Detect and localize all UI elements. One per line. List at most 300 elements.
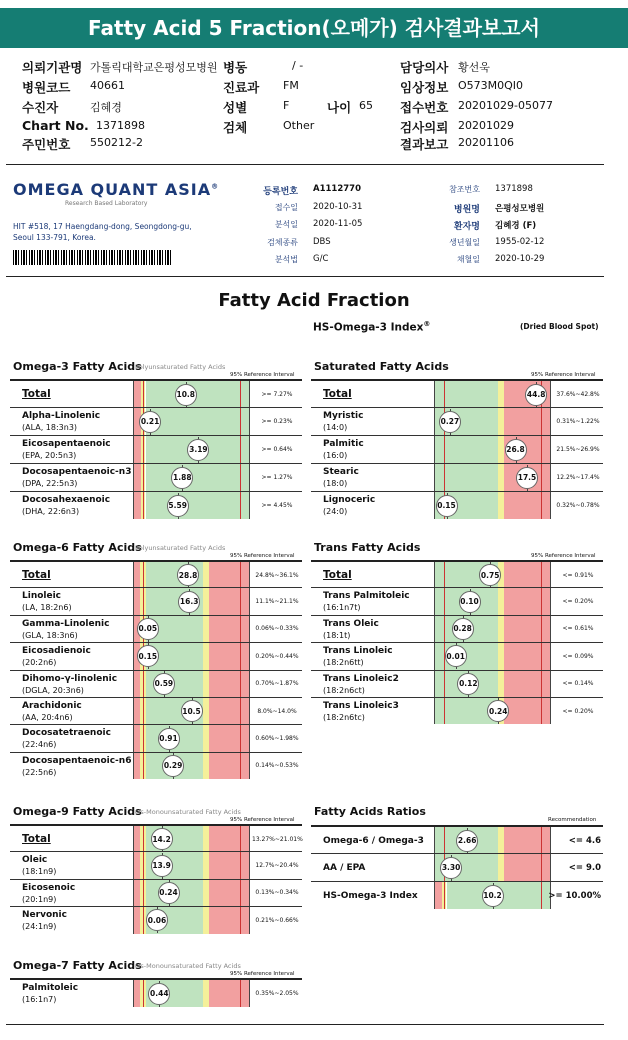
- range-marker: [240, 725, 241, 751]
- registration-label: 검체종류: [267, 237, 298, 247]
- fatty-acid-code: (16:1n7): [22, 995, 57, 1004]
- range-segment: [209, 852, 249, 878]
- fatty-acid-name: [323, 673, 399, 697]
- range-marker: [143, 492, 144, 519]
- patient-info-value: 65: [359, 99, 373, 112]
- fatty-acid-code: (24:1n9): [22, 922, 57, 932]
- specimen-note: (Dried Blood Spot): [520, 322, 599, 331]
- range-bar: [434, 464, 551, 491]
- value-bubble: 28.8: [177, 564, 199, 586]
- patient-info-label: 수진자: [22, 100, 59, 115]
- range-marker: [143, 753, 144, 779]
- report-heading: Fatty Acid Fraction: [218, 290, 410, 311]
- fatty-acid-name: [323, 700, 399, 724]
- range-marker: [240, 880, 241, 906]
- fatty-acid-name: [323, 466, 359, 490]
- fatty-acid-name: [323, 388, 352, 400]
- value-bubble: 13.9: [151, 855, 173, 877]
- fatty-acid-label: Linoleic: [22, 591, 62, 602]
- value-bubble: 0.12: [457, 673, 479, 695]
- value-bubble: 0.01: [445, 645, 467, 667]
- ratios-title: Fatty Acids Ratios: [314, 805, 426, 818]
- range-marker: [143, 562, 144, 588]
- reference-range: <= 0.20%: [562, 707, 594, 715]
- fatty-acid-row: [10, 906, 302, 933]
- lab-subtitle: Research Based Laboratory: [65, 200, 148, 207]
- reference-range: <= 0.20%: [562, 598, 594, 606]
- ratio-row: [311, 825, 603, 853]
- range-bar: [434, 671, 551, 697]
- fatty-acid-label: Total: [323, 388, 352, 400]
- range-marker: [240, 980, 241, 1007]
- lab-address: HIT #518, 17 Haengdang-dong, Seongdong-gu, Seoul 133-791, Korea.: [13, 222, 192, 242]
- value-bubble: 17.5: [516, 467, 538, 489]
- range-bar: [434, 616, 551, 642]
- range-bar: [133, 408, 250, 435]
- fatty-acid-label: Eicosapentaenoic: [22, 439, 111, 449]
- patient-info-value: 가톨릭대학교은평성모병원: [90, 61, 218, 74]
- fatty-acid-code: (AA, 20:4n6): [22, 713, 73, 722]
- fatty-acid-row: [311, 463, 603, 491]
- value-bubble: 0.29: [162, 755, 184, 777]
- range-bar: [133, 643, 250, 669]
- range-marker: [541, 698, 542, 724]
- ratio-name: AA / EPA: [323, 863, 366, 873]
- fatty-acid-code: (18:0): [323, 479, 348, 488]
- range-marker: [541, 492, 542, 519]
- reference-range: 0.20%~0.44%: [255, 652, 299, 660]
- registration-label: 분석일: [274, 220, 298, 229]
- fatty-acid-row: [10, 752, 302, 779]
- range-marker: [444, 671, 445, 697]
- reference-range: 8.0%~14.0%: [257, 707, 297, 715]
- reference-range: <= 0.09%: [562, 652, 594, 660]
- range-marker: [240, 852, 241, 878]
- fatty-acid-row: [10, 851, 302, 878]
- range-segment: [209, 643, 249, 669]
- range-marker: [240, 698, 241, 724]
- patient-info-value: 20201029-05077: [458, 99, 553, 112]
- ratio-row: [311, 881, 603, 909]
- patient-info-value: 김혜경: [90, 101, 122, 114]
- value-bubble: 2.66: [456, 830, 478, 852]
- section-title: Omega-6 Fatty Acids: [13, 541, 142, 554]
- fatty-acid-code: (16:1n7t): [323, 603, 361, 613]
- reference-interval-label: 95% Reference Interval: [230, 971, 295, 977]
- range-marker: [143, 826, 144, 852]
- range-marker: [444, 588, 445, 614]
- range-marker: [143, 588, 144, 614]
- section-title: Omega-9 Fatty Acids: [13, 805, 142, 818]
- range-segment: [134, 492, 141, 519]
- section-title: Omega-3 Fatty Acids: [13, 360, 142, 373]
- patient-info-value: O573M0QI0: [458, 79, 524, 92]
- range-marker: [444, 436, 445, 463]
- fatty-acid-name: [323, 645, 393, 669]
- fatty-acid-code: (24:0): [323, 507, 348, 516]
- range-bar: [434, 643, 551, 669]
- range-bar: [133, 725, 250, 751]
- range-segment: [146, 464, 250, 491]
- fatty-acid-row: [10, 615, 302, 642]
- patient-info-label: 주민번호: [22, 137, 71, 152]
- fatty-acid-row: [311, 560, 603, 587]
- range-marker: [240, 671, 241, 697]
- registration-value: 은평성모병원: [495, 203, 545, 214]
- patient-info-value: Other: [283, 119, 315, 132]
- registration-label: 생년월일: [449, 237, 480, 247]
- range-segment: [435, 882, 442, 909]
- fatty-acid-label: Palmitic: [323, 439, 364, 449]
- range-segment: [504, 408, 550, 435]
- fatty-acid-name: [22, 755, 131, 779]
- divider: [6, 164, 604, 165]
- fatty-acid-row: [10, 824, 302, 851]
- range-segment: [209, 907, 249, 933]
- report-title: Fatty Acid 5 Fraction(오메가) 검사결과보고서: [0, 8, 628, 48]
- fatty-acid-name: [22, 438, 111, 462]
- fatty-acid-label: Dihomo-γ-linolenic: [22, 673, 118, 684]
- patient-info-label: 담당의사: [400, 60, 449, 75]
- fatty-acid-row: [311, 491, 603, 519]
- range-marker: [240, 436, 241, 463]
- range-marker: [541, 464, 542, 491]
- range-marker: [541, 643, 542, 669]
- section-title: Trans Fatty Acids: [314, 541, 421, 554]
- range-segment: [209, 980, 249, 1007]
- reference-range: 0.31%~1.22%: [556, 418, 600, 425]
- range-marker: [143, 381, 144, 408]
- patient-info-label: 성별: [223, 100, 248, 115]
- range-marker: [541, 671, 542, 697]
- fatty-acid-name: [22, 494, 110, 518]
- section-title: Omega-7 Fatty Acids: [13, 959, 142, 972]
- range-marker: [240, 381, 241, 408]
- fatty-acid-row: [311, 642, 603, 669]
- barcode: [13, 250, 173, 265]
- value-bubble: 0.75: [479, 564, 501, 586]
- value-bubble: 0.15: [137, 645, 159, 667]
- fatty-acid-code: (DHA, 22:6n3): [22, 507, 80, 516]
- range-bar: [434, 492, 551, 519]
- value-bubble: 0.59: [153, 673, 175, 695]
- fatty-acid-row: [10, 491, 302, 519]
- value-bubble: 0.06: [146, 909, 168, 931]
- fatty-acid-name: [22, 410, 100, 434]
- reference-range: 37.6%~42.8%: [556, 391, 600, 398]
- reference-range: <= 0.61%: [562, 625, 594, 633]
- range-marker: [240, 616, 241, 642]
- ratio-row: [311, 853, 603, 881]
- registration-label: 환자명: [453, 222, 480, 232]
- range-marker: [143, 436, 144, 463]
- patient-info-label: 검사의뢰: [400, 120, 449, 135]
- fatty-acid-label: Alpha-Linolenic: [22, 411, 101, 421]
- value-bubble: 10.2: [482, 885, 504, 907]
- fatty-acid-name: [323, 494, 375, 518]
- value-bubble: 10.8: [175, 384, 197, 406]
- fatty-acid-code: (18:1t): [323, 630, 351, 640]
- section-subtitle: cis-Monounsaturated Fatty Acids: [135, 962, 241, 970]
- fatty-acid-label: Lignoceric: [323, 495, 376, 505]
- range-segment: [209, 562, 249, 588]
- section-subtitle: Polyunsaturated Fatty Acids: [135, 363, 226, 371]
- divider: [6, 276, 604, 277]
- fatty-acid-row: [311, 435, 603, 463]
- value-bubble: 0.21: [139, 411, 161, 433]
- reference-range: 21.5%~26.9%: [556, 446, 600, 453]
- range-segment: [134, 464, 141, 491]
- reference-range: <= 0.14%: [562, 680, 594, 688]
- range-segment: [209, 880, 249, 906]
- fatty-acid-label: Arachidonic: [22, 701, 82, 711]
- patient-info-label: 나이: [327, 100, 352, 115]
- range-marker: [240, 826, 241, 852]
- reference-range: 24.8%~36.1%: [255, 571, 299, 579]
- fatty-acid-label: Palmitoleic: [22, 983, 79, 993]
- range-segment: [504, 698, 550, 724]
- range-segment: [134, 381, 141, 408]
- range-segment: [134, 436, 141, 463]
- fatty-acid-code: (GLA, 18:3n6): [22, 630, 78, 640]
- range-marker: [240, 753, 241, 779]
- fatty-acid-label: Gamma-Linolenic: [22, 618, 110, 629]
- registration-label: 채혈일: [456, 255, 480, 264]
- registration-value: A1112770: [313, 184, 361, 194]
- range-segment: [504, 492, 550, 519]
- reference-range: 0.14%~0.53%: [255, 762, 299, 770]
- reference-range: 13.27%~21.01%: [252, 835, 303, 843]
- registration-value: 1955-02-12: [495, 236, 545, 247]
- reference-range: >= 7.27%: [261, 391, 293, 398]
- value-bubble: 14.2: [151, 828, 173, 850]
- fatty-acid-name: [22, 854, 56, 878]
- range-bar: [133, 464, 250, 491]
- fatty-acid-name: [323, 590, 410, 614]
- value-bubble: 26.8: [505, 439, 527, 461]
- range-marker: [541, 882, 542, 909]
- reference-range: 0.32%~0.78%: [556, 502, 600, 509]
- fatty-acid-label: Total: [22, 833, 51, 845]
- fatty-acid-code: (ALA, 18:3n3): [22, 423, 78, 432]
- range-bar: [133, 907, 250, 933]
- range-marker: [444, 827, 445, 854]
- section-title: Saturated Fatty Acids: [314, 360, 449, 373]
- fatty-acid-row: [311, 670, 603, 697]
- range-segment: [504, 588, 550, 614]
- range-marker: [143, 671, 144, 697]
- reference-interval-label: 95% Reference Interval: [230, 553, 295, 559]
- fatty-acid-row: [10, 435, 302, 463]
- reference-range: >= 4.45%: [261, 502, 293, 509]
- lab-logo: OMEGA QUANT ASIA®: [13, 180, 220, 199]
- fatty-acid-label: Docosapentaenoic-n3: [22, 467, 132, 477]
- fatty-acid-row: [10, 642, 302, 669]
- range-bar: [133, 698, 250, 724]
- reference-range: >= 1.27%: [261, 474, 293, 481]
- reference-range: >= 0.23%: [261, 418, 293, 425]
- range-segment: [504, 671, 550, 697]
- fatty-acid-code: (16:0): [323, 451, 348, 460]
- fatty-acid-label: Oleic: [22, 855, 48, 866]
- fatty-acid-label: Trans Oleic: [323, 618, 379, 629]
- fatty-acid-name: [22, 673, 117, 697]
- value-bubble: 0.24: [487, 700, 509, 722]
- fatty-acid-label: Nervonic: [22, 910, 67, 921]
- range-marker: [143, 980, 144, 1007]
- value-bubble: 5.59: [167, 495, 189, 517]
- range-bar: [434, 436, 551, 463]
- value-bubble: 10.5: [181, 700, 203, 722]
- ratio-name: HS-Omega-3 Index: [323, 891, 418, 901]
- reference-range: 12.7%~20.4%: [255, 862, 299, 870]
- fatty-acid-row: [311, 615, 603, 642]
- range-marker: [541, 854, 542, 881]
- patient-info-value: 20201106: [458, 136, 514, 149]
- fatty-acid-code: (14:0): [323, 423, 348, 432]
- reference-interval-label: 95% Reference Interval: [531, 553, 596, 559]
- range-marker: [143, 907, 144, 933]
- reference-interval-label: 95% Reference Interval: [230, 372, 295, 378]
- registration-label: 분석법: [274, 255, 298, 264]
- fatty-acid-label: Total: [323, 569, 352, 581]
- fatty-acid-code: (DPA, 22:5n3): [22, 479, 78, 488]
- value-bubble: 44.8: [525, 384, 547, 406]
- range-segment: [504, 854, 550, 881]
- range-marker: [444, 698, 445, 724]
- fatty-acid-label: Eicosadienoic: [22, 646, 91, 657]
- range-segment: [146, 492, 250, 519]
- fatty-acid-code: (LA, 18:2n6): [22, 603, 72, 613]
- range-segment: [504, 562, 550, 588]
- range-bar: [133, 436, 250, 463]
- ratio-bar: [434, 882, 551, 909]
- fatty-acid-code: (18:2n6tc): [323, 713, 365, 722]
- fatty-acid-row: [10, 463, 302, 491]
- reference-range: 0.60%~1.98%: [255, 735, 299, 743]
- range-marker: [444, 616, 445, 642]
- registration-value: 김혜경 (F): [495, 221, 537, 231]
- reference-range: 12.2%~17.4%: [556, 474, 600, 481]
- fatty-acid-row: [10, 407, 302, 435]
- fatty-acid-name: [22, 700, 82, 724]
- range-segment: [504, 827, 550, 854]
- range-marker: [143, 725, 144, 751]
- fatty-acid-code: (20:1n9): [22, 894, 57, 904]
- reference-range: 0.13%~0.34%: [255, 889, 299, 897]
- value-bubble: 0.15: [436, 495, 458, 517]
- fatty-acid-label: Stearic: [323, 467, 359, 477]
- patient-info-label: 진료과: [223, 80, 260, 95]
- registration-label: 등록번호: [263, 187, 298, 197]
- value-bubble: 0.05: [137, 618, 159, 640]
- fatty-acid-row: [10, 978, 302, 1006]
- fatty-acid-row: [311, 697, 603, 724]
- fatty-acid-code: (18:2n6tt): [323, 658, 364, 668]
- fatty-acid-label: Trans Linoleic2: [323, 673, 399, 684]
- hs-omega3-index-heading: HS-Omega-3 Index®: [313, 320, 431, 334]
- fatty-acid-name: [22, 590, 72, 614]
- range-bar: [434, 381, 551, 408]
- registration-value: 2020-11-05: [313, 219, 363, 229]
- fatty-acid-name: [22, 618, 109, 642]
- range-marker: [240, 643, 241, 669]
- range-marker: [444, 464, 445, 491]
- patient-info-label: Chart No.: [22, 118, 89, 133]
- fatty-acid-name: [323, 618, 379, 642]
- section-subtitle: Polyunsaturated Fatty Acids: [135, 544, 226, 552]
- range-bar: [133, 562, 250, 588]
- registration-value: G/C: [313, 254, 329, 264]
- fatty-acid-code: (20:2n6): [22, 658, 57, 668]
- range-segment: [209, 826, 249, 852]
- fatty-acid-label: Trans Palmitoleic: [323, 591, 410, 602]
- ratio-recommendation: <= 9.0: [568, 863, 601, 873]
- reference-range: 0.21%~0.66%: [255, 916, 299, 924]
- fatty-acid-name: [22, 727, 111, 751]
- reference-range: 0.06%~0.33%: [255, 625, 299, 633]
- fatty-acid-code: (EPA, 20:5n3): [22, 451, 77, 460]
- patient-info-label: 검체: [223, 120, 248, 135]
- range-bar: [133, 381, 250, 408]
- fatty-acid-code: (22:5n6): [22, 767, 57, 777]
- fatty-acid-label: Docosahexaenoic: [22, 495, 111, 505]
- recommendation-label: Recommendation: [548, 817, 597, 823]
- registration-label: 접수일: [274, 202, 298, 212]
- fatty-acid-label: Trans Linoleic: [323, 646, 393, 657]
- patient-info-value: 20201029: [458, 119, 514, 132]
- fatty-acid-label: Docosapentaenoic-n6: [22, 755, 132, 766]
- patient-info-value: 황선욱: [458, 61, 490, 74]
- fatty-acid-code: (18:2n6ct): [323, 685, 365, 695]
- range-segment: [504, 616, 550, 642]
- range-marker: [444, 562, 445, 588]
- fatty-acid-name: [22, 388, 51, 400]
- ratio-name: Omega-6 / Omega-3: [323, 836, 424, 846]
- range-marker: [143, 698, 144, 724]
- registration-value: 2020-10-31: [313, 201, 363, 212]
- fatty-acid-name: [22, 833, 51, 845]
- patient-info-value: 40661: [90, 79, 125, 92]
- fatty-acid-name: [22, 909, 67, 933]
- ratio-recommendation: >= 10.00%: [548, 891, 601, 901]
- fatty-acid-code: (22:4n6): [22, 740, 57, 750]
- range-marker: [240, 588, 241, 614]
- patient-info-label: 접수번호: [400, 100, 449, 115]
- range-bar: [133, 492, 250, 519]
- range-bar: [434, 698, 551, 724]
- range-marker: [541, 408, 542, 435]
- fatty-acid-row: [10, 697, 302, 724]
- patient-info-label: 결과보고: [400, 137, 449, 152]
- reference-range: 11.1%~21.1%: [255, 598, 299, 606]
- range-segment: [209, 671, 249, 697]
- ratio-bar: [434, 854, 551, 881]
- value-bubble: 16.3: [178, 591, 200, 613]
- patient-info-value: FM: [283, 79, 299, 92]
- range-marker: [541, 436, 542, 463]
- range-marker: [143, 464, 144, 491]
- range-marker: [240, 907, 241, 933]
- fatty-acid-name: [323, 438, 364, 462]
- registration-label: 병원명: [453, 204, 480, 215]
- range-marker: [143, 852, 144, 878]
- fatty-acid-row: [10, 670, 302, 697]
- fatty-acid-row: [311, 407, 603, 435]
- range-marker: [143, 880, 144, 906]
- range-marker: [541, 562, 542, 588]
- fatty-acid-label: Total: [22, 569, 51, 581]
